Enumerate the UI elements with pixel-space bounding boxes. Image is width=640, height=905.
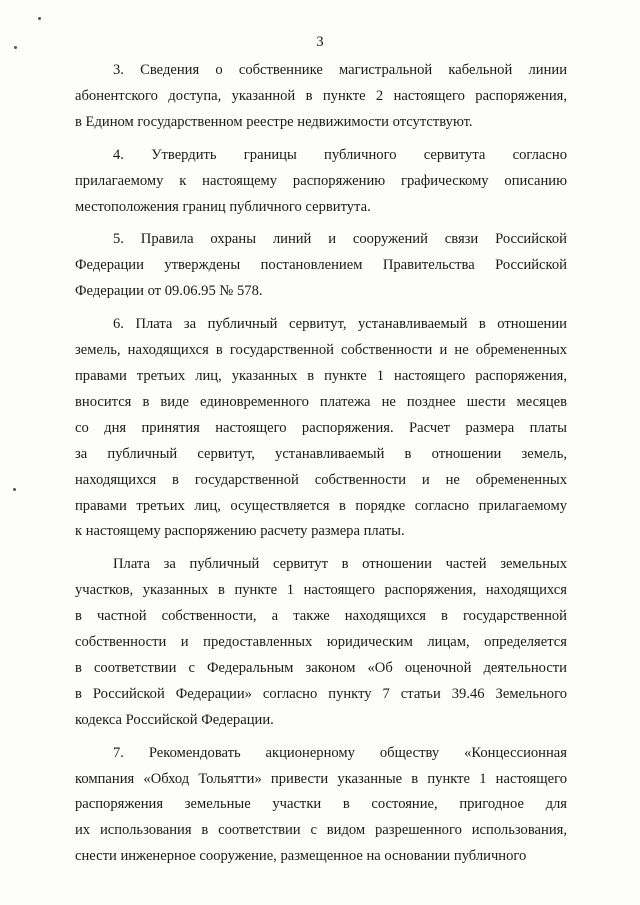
text-line: их использования в соответствии с видом разрешенного использования,: [75, 822, 567, 839]
document-body: [75, 58, 567, 877]
page-number: 3: [316, 34, 324, 50]
text-line: распоряжения земельные участки в состояние, пригодное для: [75, 796, 567, 813]
text-line: за публичный сервитут, устанавливаемый в отношении земель,: [75, 445, 567, 462]
text-line: в соответствии с Федеральным законом «Об оценочной деятельности: [75, 659, 567, 676]
paragraph-4: [75, 143, 567, 221]
scan-speck: [38, 17, 41, 20]
text-line: в Российской Федерации» согласно пункту 7 статьи 39.46 Земельного: [75, 685, 567, 702]
text-line: правами третьих лиц, осуществляется в порядке согласно прилагаемому: [75, 497, 567, 514]
text-line: компания «Обход Тольятти» привести указанные в пункте 1 настоящего: [75, 770, 567, 787]
scan-speck: [14, 46, 17, 49]
paragraph-6-continuation: [75, 552, 567, 733]
paragraph-3: [75, 58, 567, 136]
text-line: со дня принятия настоящего распоряжения. Расчет размера платы: [75, 419, 567, 436]
text-line: земель, находящихся в государственной собственности и не обремененных: [75, 342, 567, 359]
scan-speck: [13, 488, 16, 491]
paragraph-5: [75, 227, 567, 305]
text-line: местоположения границ публичного сервитута.: [75, 198, 371, 215]
text-line: Федерации от 09.06.95 № 578.: [75, 283, 263, 300]
text-line: участков, указанных в пункте 1 настоящего распоряжения, находящихся: [75, 582, 567, 599]
paragraph-7: [75, 741, 567, 871]
text-line: прилагаемому к настоящему распоряжению графическому описанию: [75, 172, 567, 189]
text-line: вносится в виде единовременного платежа не позднее шести месяцев: [75, 393, 567, 410]
text-line: в частной собственности, а также находящихся в государственной: [75, 608, 567, 625]
text-line: в Едином государственном реестре недвижимости отсутствуют.: [75, 113, 473, 130]
text-line: снести инженерное сооружение, размещенное на основании публичного: [75, 848, 527, 865]
text-line: кодекса Российской Федерации.: [75, 711, 274, 728]
text-line: правами третьих лиц, указанных в пункте 1 настоящего распоряжения,: [75, 367, 567, 384]
text-line: 4. Утвердить границы публичного сервитута согласно: [113, 146, 567, 163]
text-line: абонентского доступа, указанной в пункте 2 настоящего распоряжения,: [75, 87, 567, 104]
text-line: собственности и предоставленных юридическим лицам, определяется: [75, 634, 567, 651]
text-line: 3. Сведения о собственнике магистральной кабельной линии: [113, 62, 567, 78]
text-line: Федерации утверждены постановлением Правительства Российской: [75, 257, 567, 274]
text-line: находящихся в государственной собственности и не обремененных: [75, 471, 567, 488]
text-line: 7. Рекомендовать акционерному обществу «Концессионная: [113, 744, 567, 761]
text-line: 5. Правила охраны линий и сооружений связи Российской: [113, 231, 567, 248]
text-line: Плата за публичный сервитут в отношении частей земельных: [113, 556, 567, 573]
text-line: 6. Плата за публичный сервитут, устанавливаемый в отношении: [113, 316, 567, 333]
text-line: к настоящему распоряжению расчету размера платы.: [75, 523, 405, 540]
paragraph-6: [75, 312, 567, 545]
